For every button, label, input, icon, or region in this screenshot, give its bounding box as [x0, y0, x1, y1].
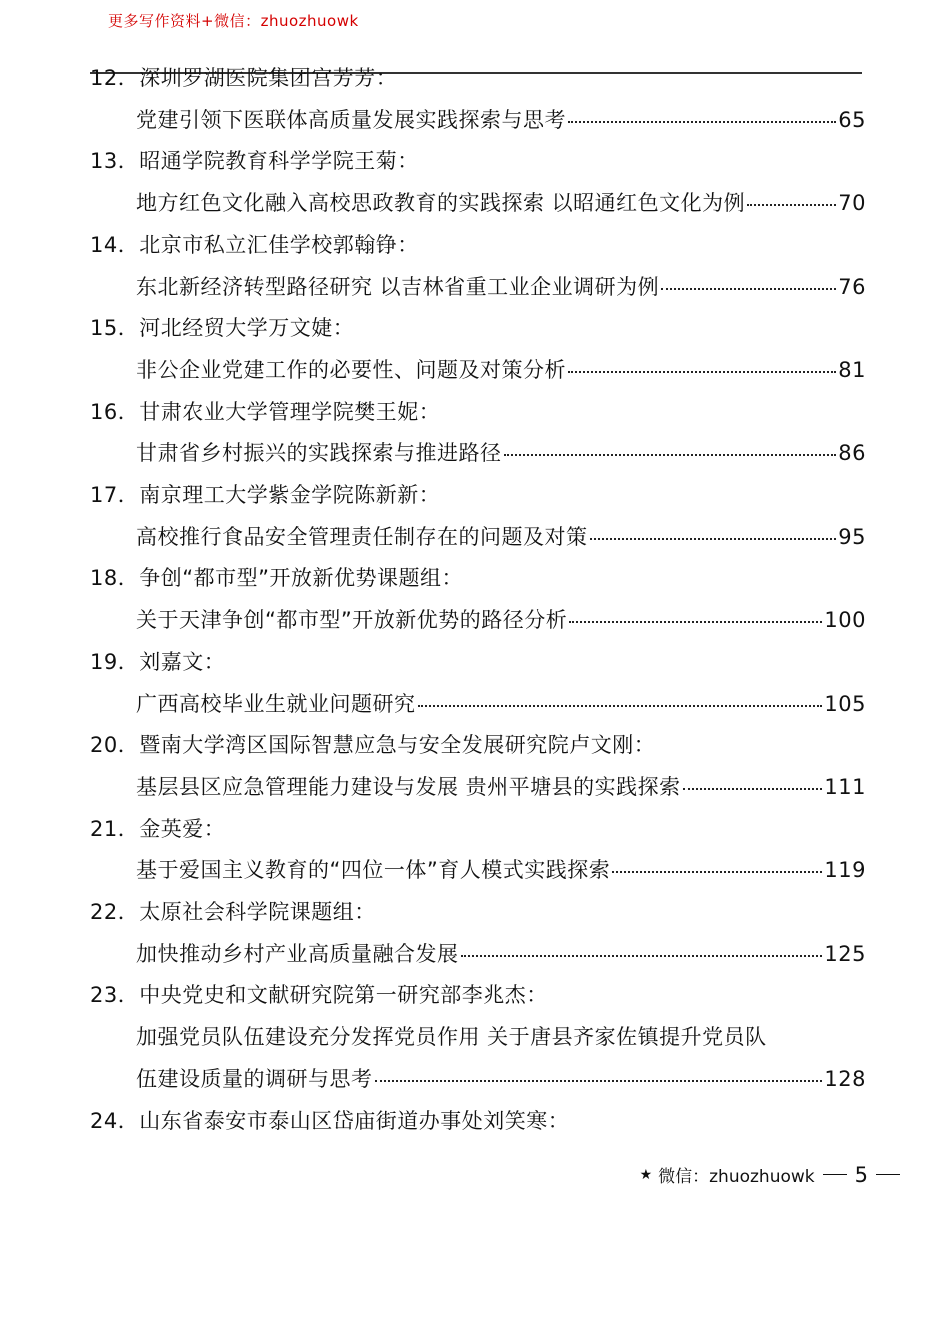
toc-number: 19． [90, 649, 140, 674]
toc-title: 伍建设质量的调研与思考 [136, 1066, 373, 1091]
toc-leader-dots [661, 288, 836, 290]
toc-leader-dots [568, 371, 836, 373]
toc-leader-dots [375, 1080, 823, 1082]
toc-leader-dots [569, 621, 822, 623]
toc-title: 东北新经济转型路径研究 以吉林省重工业企业调研为例 [136, 274, 660, 299]
toc-author-13 [90, 145, 419, 175]
toc-author-24 [90, 1105, 569, 1135]
toc-number: 21． [90, 816, 140, 841]
toc-page-number: 119 [824, 858, 866, 883]
toc-page-number: 95 [838, 524, 866, 549]
toc-number: 18． [90, 566, 140, 591]
toc-title-line[interactable] [136, 104, 866, 134]
toc-title-line[interactable] [136, 354, 866, 384]
toc-title: 非公企业党建工作的必要性、问题及对策分析 [136, 357, 566, 382]
footer-dash-right [876, 1174, 900, 1175]
toc-title-line[interactable] [136, 187, 866, 217]
toc-page-number: 111 [824, 774, 866, 799]
toc-leader-dots [590, 538, 837, 540]
toc-title-line[interactable] [136, 771, 866, 801]
footer-dash-left [823, 1174, 847, 1175]
toc-page-number: 70 [838, 191, 866, 216]
toc-author-name: 争创“都市型”开放新优势课题组： [139, 566, 463, 591]
toc-title-line[interactable] [136, 604, 866, 634]
toc-number: 20． [90, 733, 140, 758]
toc-number: 23． [90, 983, 140, 1008]
toc-author-name: 暨南大学湾区国际智慧应急与安全发展研究院卢文刚： [139, 733, 656, 758]
toc-title-line[interactable] [136, 437, 866, 467]
toc-author-20 [90, 729, 655, 759]
toc-author-name: 深圳罗湖医院集团宫芳芳： [139, 66, 398, 90]
toc-author-22 [90, 896, 376, 926]
toc-author-14 [90, 229, 419, 259]
page-footer [640, 1162, 900, 1187]
toc-page-number: 125 [824, 941, 866, 966]
toc-author-name: 金英爱： [139, 816, 226, 841]
toc-leader-dots [504, 454, 837, 456]
toc-title-line[interactable] [136, 938, 866, 968]
toc-leader-dots [418, 705, 823, 707]
toc-author-17 [90, 479, 440, 509]
toc-page-number: 65 [838, 107, 866, 132]
toc-author-name: 刘嘉文： [139, 649, 226, 674]
toc-number: 22． [90, 900, 140, 924]
toc-author-name: 山东省泰安市泰山区岱庙街道办事处刘笑寒： [139, 1108, 570, 1133]
toc-leader-dots [568, 121, 836, 123]
toc-page-number: 128 [824, 1066, 866, 1091]
toc-title-line[interactable] [136, 1063, 866, 1093]
toc-page-number: 105 [824, 691, 866, 716]
toc-author-name: 甘肃农业大学管理学院樊王妮： [139, 399, 441, 424]
toc-number: 14． [90, 232, 140, 257]
toc-number: 13． [90, 149, 140, 174]
toc-number: 24． [90, 1108, 140, 1133]
page-number: 5 [854, 1162, 868, 1187]
toc-author-23 [90, 979, 548, 1009]
toc-title: 高校推行食品安全管理责任制存在的问题及对策 [136, 524, 588, 549]
toc-title: 加快推动乡村产业高质量融合发展 [136, 941, 459, 966]
watermark-text: 更多写作资料+微信：zhuozhuowk [108, 12, 359, 30]
toc-number: 17． [90, 483, 140, 507]
toc-title: 党建引领下医联体高质量发展实践探索与思考 [136, 107, 566, 132]
toc-number: 15． [90, 316, 140, 341]
toc-author-16 [90, 396, 440, 426]
toc-leader-dots [612, 871, 822, 873]
toc-page-number: 86 [838, 441, 866, 466]
toc-page-number: 76 [838, 274, 866, 299]
toc-title-line[interactable] [136, 271, 866, 301]
toc-title: 基层县区应急管理能力建设与发展 贵州平塘县的实践探索 [136, 774, 681, 799]
toc-leader-dots [683, 788, 823, 790]
toc-title-continued: 加强党员队伍建设充分发挥党员作用 关于唐县齐家佐镇提升党员队 [136, 1025, 767, 1050]
toc-author-12 [90, 62, 397, 92]
toc-author-18 [90, 562, 463, 592]
toc-author-name: 中央党史和文献研究院第一研究部李兆杰： [139, 983, 548, 1008]
toc-title: 基于爱国主义教育的“四位一体”育人模式实践探索 [136, 858, 611, 883]
toc-title: 广西高校毕业生就业问题研究 [136, 691, 416, 716]
toc-title-line[interactable] [136, 854, 866, 884]
toc-author-name: 河北经贸大学万文婕： [139, 316, 355, 341]
toc-author-19 [90, 646, 225, 676]
toc-title-line[interactable] [136, 521, 866, 551]
toc-author-name: 昭通学院教育科学学院王菊： [139, 149, 419, 174]
toc-page-number: 100 [824, 608, 866, 633]
toc-leader-dots [747, 204, 836, 206]
star-icon: ★ [639, 1166, 653, 1183]
toc-author-21 [90, 813, 225, 843]
toc-author-name: 太原社会科学院课题组： [139, 900, 376, 924]
toc-number: 16． [90, 399, 140, 424]
toc-number: 12． [90, 66, 140, 90]
toc-author-name: 南京理工大学紫金学院陈新新： [139, 483, 441, 507]
toc-author-name: 北京市私立汇佳学校郭翰铮： [139, 232, 419, 257]
footer-wechat: 微信：zhuozhuowk [658, 1167, 815, 1187]
toc-title: 关于天津争创“都市型”开放新优势的路径分析 [136, 608, 568, 633]
toc-author-15 [90, 312, 354, 342]
toc-page-number: 81 [838, 357, 866, 382]
toc-title: 地方红色文化融入高校思政教育的实践探索 以昭通红色文化为例 [136, 191, 746, 216]
toc-title-line[interactable] [136, 688, 866, 718]
toc-leader-dots [461, 955, 823, 957]
toc-title: 甘肃省乡村振兴的实践探索与推进路径 [136, 441, 502, 466]
